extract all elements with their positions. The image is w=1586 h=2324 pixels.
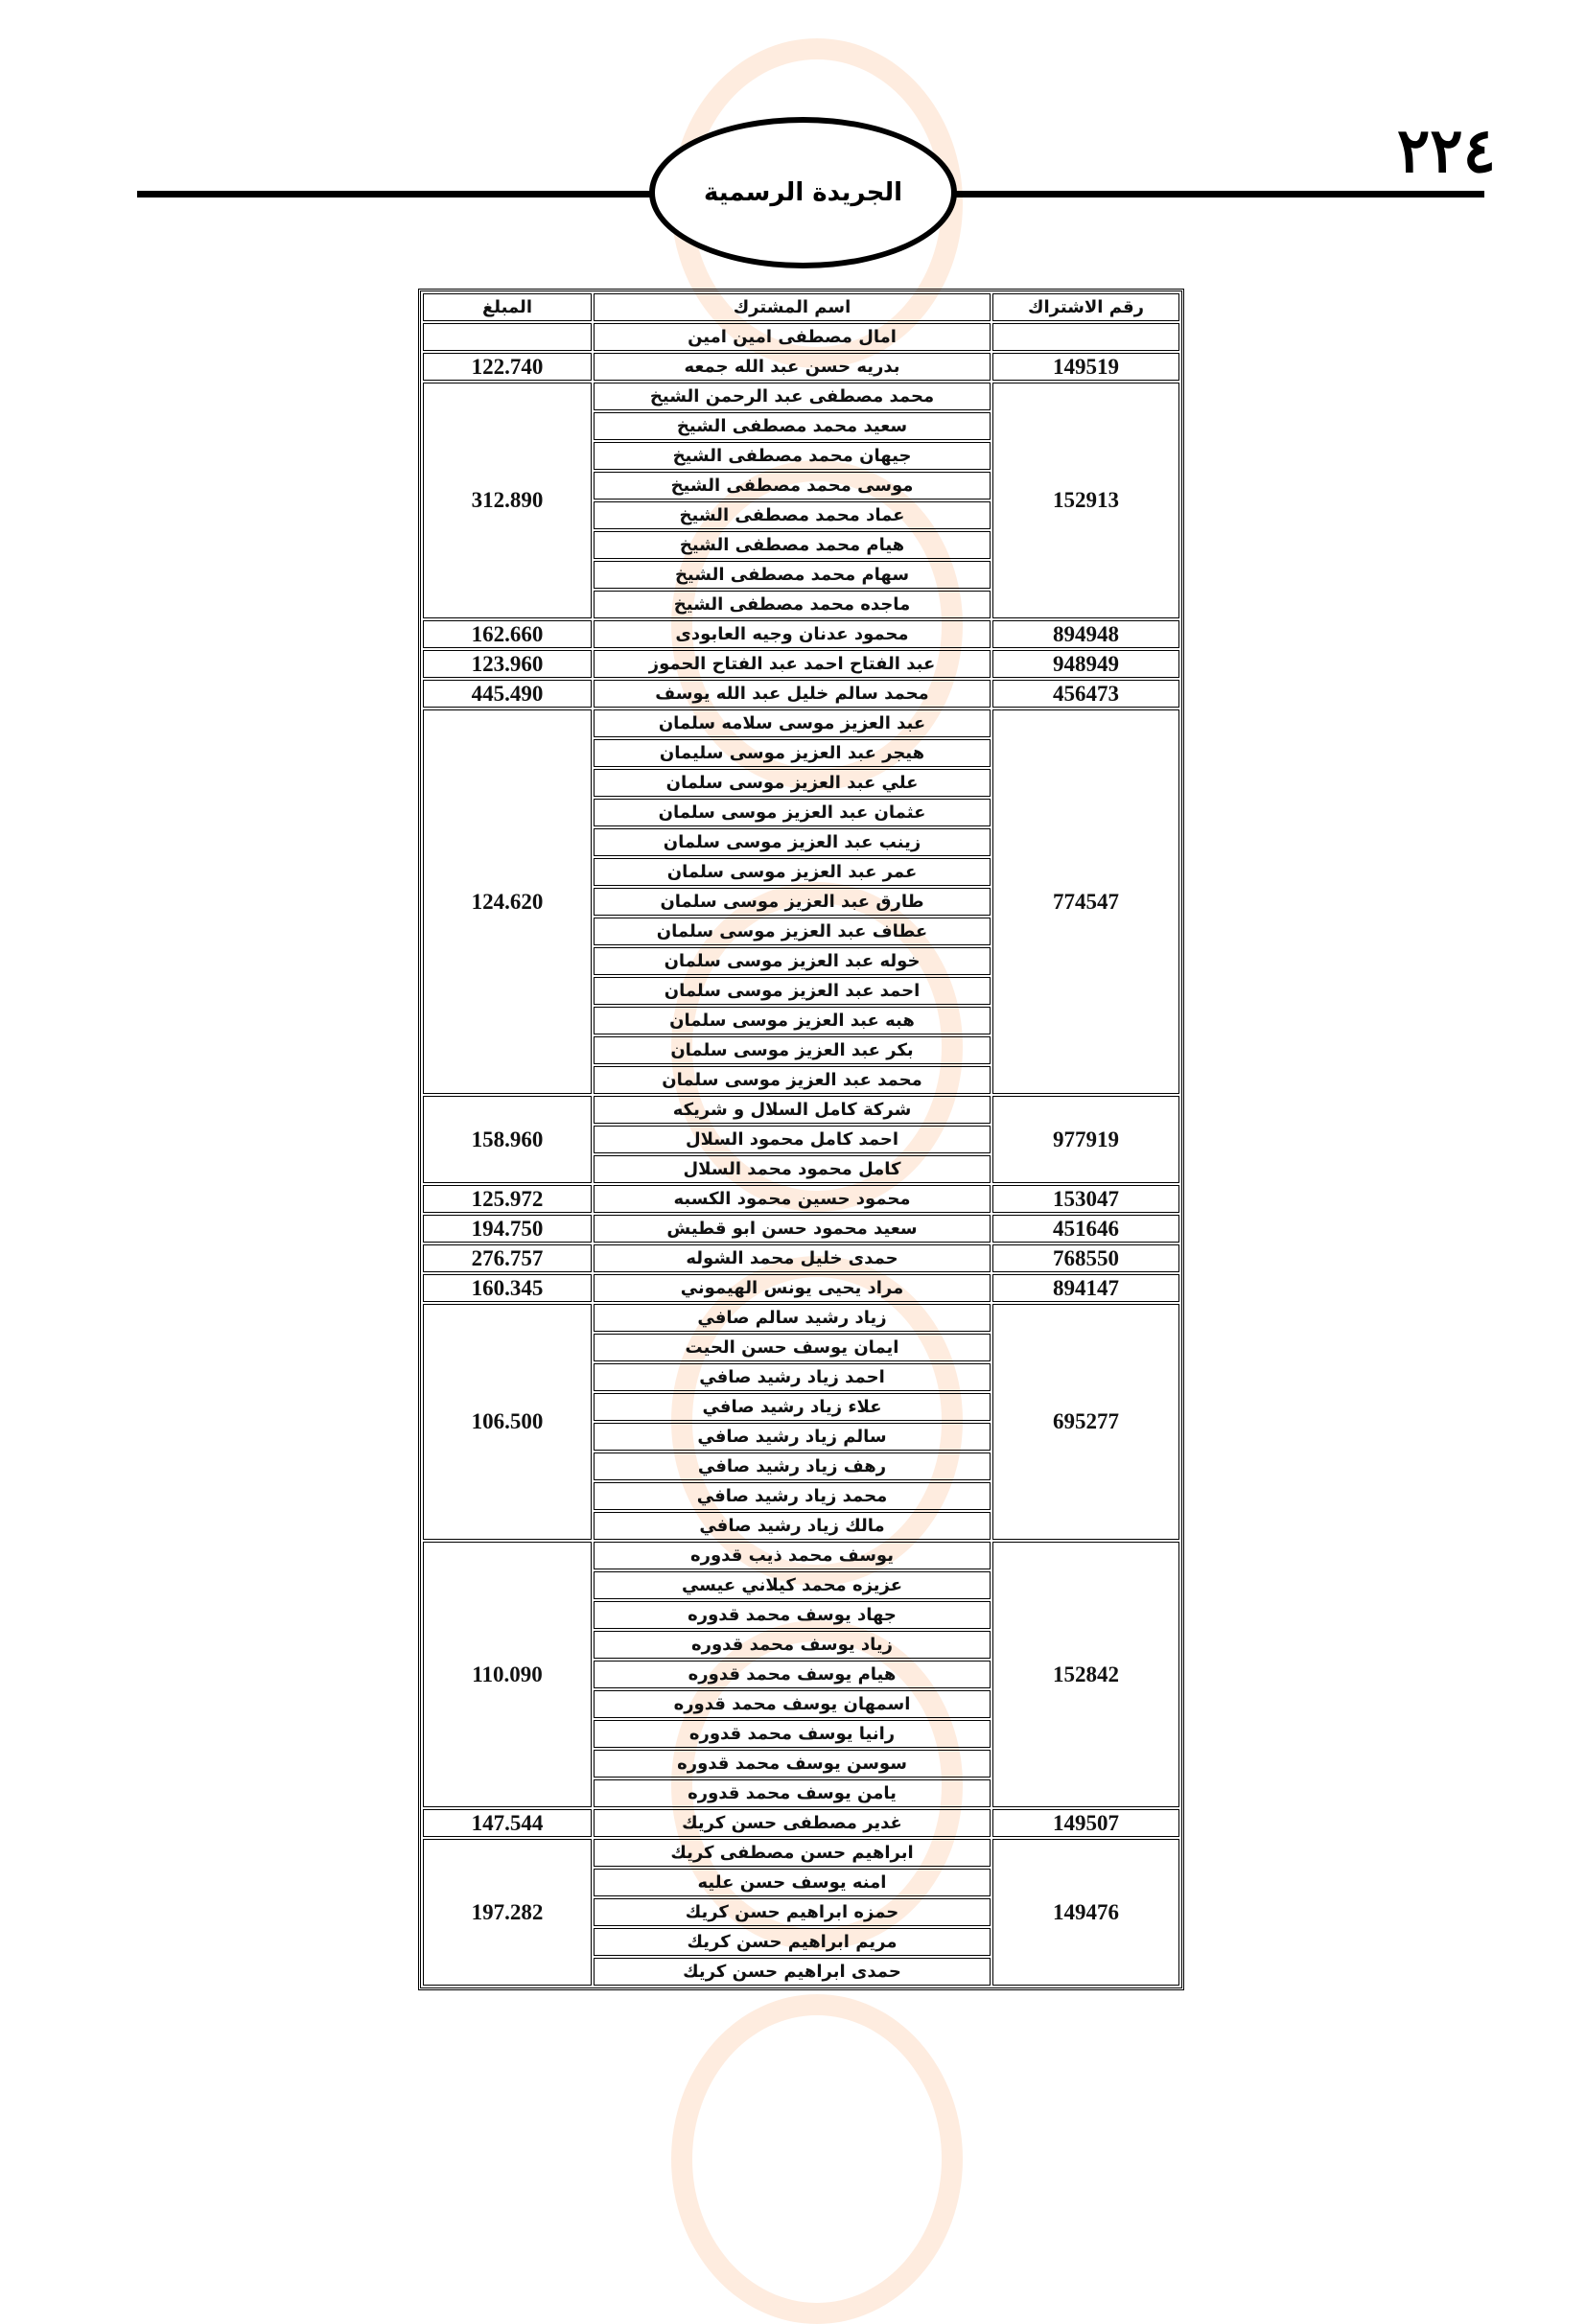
subscription-number: 768550 bbox=[992, 1244, 1179, 1272]
subscriber-name: غدير مصطفى حسن كريك bbox=[594, 1809, 991, 1837]
column-header-number: رقم الاشتراك bbox=[992, 293, 1179, 321]
table-row bbox=[423, 709, 1179, 737]
table-row bbox=[423, 353, 1179, 381]
page-number: ٢٢٤ bbox=[1396, 115, 1496, 187]
subscriber-name: عبد الفتاح احمد عبد الفتاح الحموز bbox=[594, 650, 991, 678]
subscription-number bbox=[992, 323, 1179, 351]
amount bbox=[423, 323, 592, 351]
subscription-number: 977919 bbox=[992, 1096, 1179, 1183]
amount: 158.960 bbox=[423, 1096, 592, 1183]
column-header-amount: المبلغ bbox=[423, 293, 592, 321]
amount: 312.890 bbox=[423, 383, 592, 618]
subscriber-name: شركة كامل السلال و شريكه bbox=[594, 1096, 991, 1124]
subscriber-name: موسى محمد مصطفى الشيخ bbox=[594, 472, 991, 500]
amount: 162.660 bbox=[423, 620, 592, 648]
table-row bbox=[423, 1839, 1179, 1867]
amount: 110.090 bbox=[423, 1542, 592, 1807]
subscriber-name: علي عبد العزيز موسى سلمان bbox=[594, 769, 991, 797]
subscriber-name: زياد يوسف محمد قدوره bbox=[594, 1631, 991, 1659]
table-row bbox=[423, 1304, 1179, 1332]
amount: 125.972 bbox=[423, 1185, 592, 1213]
subscriber-name: عثمان عبد العزيز موسى سلمان bbox=[594, 799, 991, 826]
subscriber-name: امنه يوسف حسن عليه bbox=[594, 1869, 991, 1896]
amount: 160.345 bbox=[423, 1274, 592, 1302]
subscriber-name: امال مصطفى امين امين bbox=[594, 323, 991, 351]
subscription-number: 152842 bbox=[992, 1542, 1179, 1807]
subscriber-name: هيام يوسف محمد قدوره bbox=[594, 1661, 991, 1688]
table-row bbox=[423, 1542, 1179, 1569]
subscriber-name: سعيد محمد مصطفى الشيخ bbox=[594, 412, 991, 440]
amount: 197.282 bbox=[423, 1839, 592, 1986]
subscriber-name: جيهان محمد مصطفى الشيخ bbox=[594, 442, 991, 470]
subscriber-name: حمزه ابراهيم حسن كريك bbox=[594, 1898, 991, 1926]
subscriber-name: محمد مصطفى عبد الرحمن الشيخ bbox=[594, 383, 991, 410]
subscriber-name: علاء زياد رشيد صافي bbox=[594, 1393, 991, 1421]
subscriber-name: مالك زياد رشيد صافي bbox=[594, 1512, 991, 1540]
table-row bbox=[423, 383, 1179, 410]
amount: 122.740 bbox=[423, 353, 592, 381]
column-header-name: اسم المشترك bbox=[594, 293, 991, 321]
amount: 124.620 bbox=[423, 709, 592, 1094]
subscriber-name: بدريه حسن عبد الله جمعه bbox=[594, 353, 991, 381]
subscriber-name: زياد رشيد سالم صافي bbox=[594, 1304, 991, 1332]
subscription-number: 456473 bbox=[992, 680, 1179, 708]
subscription-number: 774547 bbox=[992, 709, 1179, 1094]
subscriber-name: محمد زياد رشيد صافي bbox=[594, 1482, 991, 1510]
subscriber-name: هيام محمد مصطفى الشيخ bbox=[594, 531, 991, 559]
subscriber-name: محمود حسين محمود الكسبه bbox=[594, 1185, 991, 1213]
amount: 106.500 bbox=[423, 1304, 592, 1540]
subscriber-name: حمدى خليل محمد الشوله bbox=[594, 1244, 991, 1272]
subscription-number: 153047 bbox=[992, 1185, 1179, 1213]
subscription-number: 948949 bbox=[992, 650, 1179, 678]
subscriber-name: عبد العزيز موسى سلامه سلمان bbox=[594, 709, 991, 737]
subscription-number: 894147 bbox=[992, 1274, 1179, 1302]
table-row bbox=[423, 1244, 1179, 1272]
watermark-clock bbox=[671, 1994, 963, 2324]
amount: 445.490 bbox=[423, 680, 592, 708]
table-row bbox=[423, 680, 1179, 708]
amount: 147.544 bbox=[423, 1809, 592, 1837]
subscriber-name: جهاد يوسف محمد قدوره bbox=[594, 1601, 991, 1629]
subscribers-table bbox=[418, 289, 1184, 1990]
subscriber-name: احمد عبد العزيز موسى سلمان bbox=[594, 977, 991, 1005]
subscriber-name: محمد سالم خليل عبد الله يوسف bbox=[594, 680, 991, 708]
subscriber-name: اسمهان يوسف محمد قدوره bbox=[594, 1690, 991, 1718]
subscriber-name: سعيد محمود حسن ابو قطيش bbox=[594, 1215, 991, 1243]
subscriber-name: هبه عبد العزيز موسى سلمان bbox=[594, 1007, 991, 1034]
subscription-number: 152913 bbox=[992, 383, 1179, 618]
subscriber-name: حمدى ابراهيم حسن كريك bbox=[594, 1958, 991, 1986]
subscriber-name: ايمان يوسف حسن الحيت bbox=[594, 1334, 991, 1361]
subscriber-name: سالم زياد رشيد صافي bbox=[594, 1423, 991, 1451]
subscriber-name: رانيا يوسف محمد قدوره bbox=[594, 1720, 991, 1748]
subscription-number: 695277 bbox=[992, 1304, 1179, 1540]
subscription-number: 149476 bbox=[992, 1839, 1179, 1986]
subscriber-name: زينب عبد العزيز موسى سلمان bbox=[594, 828, 991, 856]
subscriber-name: يامن يوسف محمد قدوره bbox=[594, 1779, 991, 1807]
subscriber-name: سوسن يوسف محمد قدوره bbox=[594, 1750, 991, 1778]
table-row bbox=[423, 1274, 1179, 1302]
subscriber-name: مراد يحيى يونس الهيموني bbox=[594, 1274, 991, 1302]
publication-title: الجريدة الرسمية bbox=[704, 178, 902, 207]
amount: 194.750 bbox=[423, 1215, 592, 1243]
table-row bbox=[423, 1215, 1179, 1243]
amount: 123.960 bbox=[423, 650, 592, 678]
amount: 276.757 bbox=[423, 1244, 592, 1272]
subscriber-name: رهف زياد رشيد صافي bbox=[594, 1452, 991, 1480]
subscriber-name: هيجر عبد العزيز موسى سليمان bbox=[594, 739, 991, 767]
subscriber-name: احمد كامل محمود السلال bbox=[594, 1126, 991, 1153]
table-header-row bbox=[423, 293, 1179, 321]
subscriber-name: ابراهيم حسن مصطفى كريك bbox=[594, 1839, 991, 1867]
subscriber-name: محمد عبد العزيز موسى سلمان bbox=[594, 1066, 991, 1094]
subscriber-name: عطاف عبد العزيز موسى سلمان bbox=[594, 918, 991, 945]
subscriber-name: يوسف محمد ذيب قدوره bbox=[594, 1542, 991, 1569]
table-row bbox=[423, 323, 1179, 351]
table-row bbox=[423, 650, 1179, 678]
subscriber-name: طارق عبد العزيز موسى سلمان bbox=[594, 888, 991, 916]
subscriber-name: سهام محمد مصطفى الشيخ bbox=[594, 561, 991, 589]
subscriber-name: كامل محمود محمد السلال bbox=[594, 1155, 991, 1183]
subscriber-name: بكر عبد العزيز موسى سلمان bbox=[594, 1036, 991, 1064]
subscriber-name: مريم ابراهيم حسن كريك bbox=[594, 1928, 991, 1956]
subscription-number: 149519 bbox=[992, 353, 1179, 381]
subscriber-name: محمود عدنان وجيه العابودى bbox=[594, 620, 991, 648]
subscription-number: 149507 bbox=[992, 1809, 1179, 1837]
publication-title-oval bbox=[649, 117, 957, 268]
subscriber-name: خوله عبد العزيز موسى سلمان bbox=[594, 947, 991, 975]
subscriber-name: عمر عبد العزيز موسى سلمان bbox=[594, 858, 991, 886]
table-row bbox=[423, 1185, 1179, 1213]
subscriber-name: ماجده محمد مصطفى الشيخ bbox=[594, 591, 991, 618]
subscriber-name: عماد محمد مصطفى الشيخ bbox=[594, 501, 991, 529]
subscription-number: 451646 bbox=[992, 1215, 1179, 1243]
subscriber-name: عزيزه محمد كيلاني عيسي bbox=[594, 1571, 991, 1599]
subscription-number: 894948 bbox=[992, 620, 1179, 648]
subscriber-name: احمد زياد رشيد صافي bbox=[594, 1363, 991, 1391]
table-row bbox=[423, 620, 1179, 648]
table-row bbox=[423, 1809, 1179, 1837]
table-row bbox=[423, 1096, 1179, 1124]
